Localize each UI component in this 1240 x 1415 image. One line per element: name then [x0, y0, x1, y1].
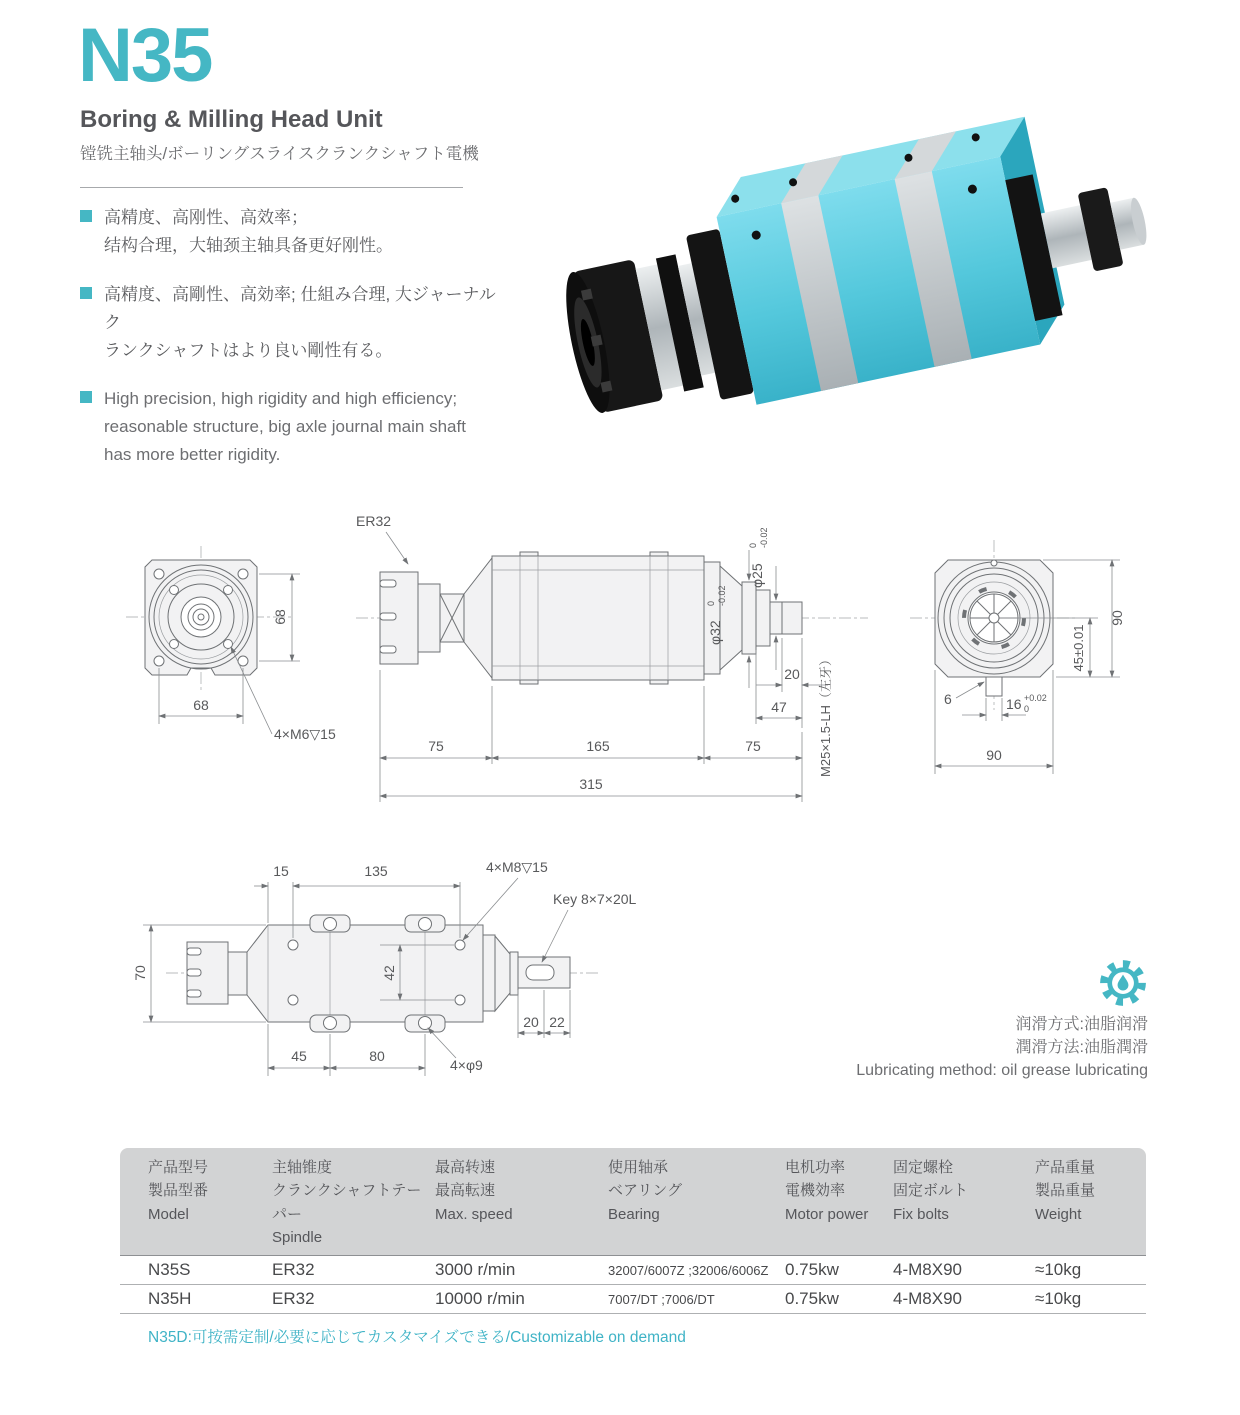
- drawing-side-view: [352, 500, 872, 830]
- cell-bearing: 7007/DT ;7006/DT: [608, 1291, 715, 1307]
- dim-165: 165: [586, 738, 610, 754]
- table-row: [120, 1256, 1146, 1285]
- cell-spindle: ER32: [272, 1260, 315, 1279]
- dim-top-15: 15: [273, 863, 289, 879]
- feature-line: reasonable structure, big axle journal main shaft: [104, 417, 466, 437]
- dim-rear-45: 45±0.01: [1071, 624, 1086, 672]
- table-row: [120, 1285, 1146, 1314]
- col-header-motor-power: [785, 1156, 893, 1249]
- drawing-rear-view: [898, 538, 1148, 818]
- feature-text: [104, 281, 500, 365]
- lube-line-cn: 润滑方式:油脂润滑: [1015, 1016, 1148, 1033]
- lubrication-block: [760, 958, 1148, 1083]
- feature-item-cn: [80, 204, 500, 260]
- drawing-front-view: [122, 542, 362, 762]
- label-dia25: φ25: [749, 563, 765, 588]
- label-top-d9-holes: 4×φ9: [450, 1057, 483, 1073]
- cell-model: N35S: [148, 1260, 191, 1279]
- cell-max-speed: 10000 r/min: [435, 1289, 525, 1308]
- customization-note: N35D:可按需定制/必要に応じてカスタマイズできる/Customizable on demand: [148, 1329, 686, 1346]
- label-top-key: Key 8×7×20L: [553, 891, 637, 907]
- col-header-cn: 产品型号: [148, 1159, 209, 1176]
- feature-line: has more better rigidity.: [104, 445, 281, 465]
- product-subtitle: 镗铣主轴头/ボーリングスライスクランクシャフト電機: [80, 145, 479, 163]
- col-header-bearing: [608, 1156, 785, 1249]
- dim-top-80: 80: [369, 1048, 385, 1064]
- feature-text: [104, 385, 466, 469]
- gear-droplet-icon: [1098, 958, 1148, 1013]
- feature-line: ランクシャフトはより良い剛性有る。: [104, 340, 393, 360]
- label-front-holes: 4×M6▽15: [274, 726, 336, 742]
- cell-motor-power: 0.75kw: [785, 1260, 839, 1279]
- dim-rear-16-tol-top: +0.02: [1024, 693, 1047, 703]
- dim-front-height: 68: [272, 609, 288, 625]
- spec-table: [120, 1148, 1146, 1347]
- col-header-en: Max. speed: [435, 1205, 513, 1223]
- dim-75-left: 75: [428, 738, 444, 754]
- label-top-m8-holes: 4×M8▽15: [486, 859, 548, 875]
- col-header-fix-bolts: [893, 1156, 1035, 1249]
- col-header-jp: 最高転速: [435, 1182, 496, 1200]
- col-header-model: [148, 1156, 272, 1249]
- dim-75-right: 75: [745, 738, 761, 754]
- cell-weight: ≈10kg: [1035, 1260, 1082, 1279]
- dia25-tol-bot: -0.02: [759, 527, 769, 548]
- col-header-jp: 電機効率: [785, 1182, 846, 1200]
- dim-rear-90-side: 90: [1109, 610, 1125, 626]
- col-header-cn: 使用轴承: [608, 1159, 669, 1176]
- col-header-cn: 产品重量: [1035, 1159, 1096, 1176]
- dim-rear-16-tol-bot: 0: [1024, 704, 1030, 714]
- cell-weight: ≈10kg: [1035, 1289, 1082, 1308]
- cell-motor-power: 0.75kw: [785, 1289, 839, 1308]
- lube-line-jp: 潤滑方法:油脂潤滑: [1015, 1039, 1148, 1057]
- dim-top-45: 45: [291, 1048, 307, 1064]
- page-title: N35: [78, 13, 212, 98]
- dim-rear-16: 16: [1006, 696, 1022, 712]
- dim-front-width: 68: [193, 697, 209, 713]
- bullet-square-icon: [80, 210, 92, 222]
- header-divider: [80, 187, 463, 188]
- cell-max-speed: 3000 r/min: [435, 1260, 516, 1279]
- dim-rear-6: 6: [944, 691, 952, 707]
- col-header-en: Weight: [1035, 1205, 1082, 1223]
- dia32-tol-bot: -0.02: [717, 585, 727, 606]
- dim-20: 20: [784, 666, 800, 682]
- col-header-en: Model: [148, 1205, 189, 1223]
- dim-top-22: 22: [549, 1014, 565, 1030]
- feature-line: High precision, high rigidity and high efficiency;: [104, 389, 458, 409]
- feature-line: 高精度、高剛性、高効率; 仕組み合理, 大ジャーナルク: [104, 284, 496, 332]
- cell-fix-bolts: 4-M8X90: [893, 1260, 962, 1279]
- feature-item-jp: [80, 281, 500, 365]
- spindle-unit-render: [545, 97, 1165, 440]
- feature-list: [80, 204, 500, 490]
- col-header-en: Spindle: [272, 1228, 323, 1246]
- dia25-tol-top: 0: [748, 542, 758, 548]
- dim-315: 315: [579, 776, 603, 792]
- col-header-en: Fix bolts: [893, 1205, 949, 1223]
- cell-spindle: ER32: [272, 1289, 315, 1308]
- feature-line: 高精度、高刚性、高效率；: [104, 208, 308, 227]
- label-dia32: φ32: [707, 620, 723, 645]
- feature-line: 结构合理，大轴颈主轴具备更好刚性。: [104, 235, 393, 255]
- col-header-weight: [1035, 1156, 1146, 1249]
- col-header-cn: 固定螺栓: [893, 1159, 954, 1176]
- feature-item-en: [80, 385, 500, 469]
- col-header-jp: ベアリング: [608, 1182, 683, 1200]
- col-header-jp: クランクシャフトテーパー: [272, 1182, 422, 1223]
- bullet-square-icon: [80, 391, 92, 403]
- dim-top-42: 42: [381, 965, 397, 981]
- product-title: Boring & Milling Head Unit: [80, 106, 383, 133]
- col-header-spindle: [272, 1156, 435, 1249]
- drawing-top-view: [118, 840, 698, 1110]
- dim-top-135: 135: [364, 863, 388, 879]
- col-header-cn: 主轴锥度: [272, 1159, 333, 1176]
- dim-rear-90-bottom: 90: [986, 747, 1002, 763]
- cell-fix-bolts: 4-M8X90: [893, 1289, 962, 1308]
- col-header-cn: 电机功率: [785, 1159, 846, 1176]
- bullet-square-icon: [80, 287, 92, 299]
- cell-model: N35H: [148, 1289, 192, 1308]
- col-header-en: Motor power: [785, 1205, 869, 1223]
- col-header-jp: 製品型番: [148, 1182, 209, 1200]
- lube-line-en: Lubricating method: oil grease lubricating: [856, 1062, 1148, 1080]
- col-header-jp: 製品重量: [1035, 1182, 1096, 1200]
- dim-47: 47: [771, 699, 787, 715]
- col-header-max-speed: [435, 1156, 608, 1249]
- spec-table-header: [120, 1148, 1146, 1256]
- label-er32: ER32: [356, 513, 392, 529]
- col-header-cn: 最高转速: [435, 1159, 496, 1176]
- product-photo: [505, 118, 1165, 463]
- dia32-tol-top: 0: [706, 600, 716, 606]
- col-header-en: Bearing: [608, 1205, 660, 1223]
- feature-text: [104, 204, 393, 260]
- col-header-jp: 固定ボルト: [893, 1182, 969, 1200]
- label-thread: M25×1.5-LH（左牙）: [818, 653, 833, 777]
- cell-bearing: 32007/6007Z ;32006/6006Z: [608, 1262, 769, 1278]
- dim-top-70: 70: [132, 965, 148, 981]
- dim-top-20: 20: [523, 1014, 539, 1030]
